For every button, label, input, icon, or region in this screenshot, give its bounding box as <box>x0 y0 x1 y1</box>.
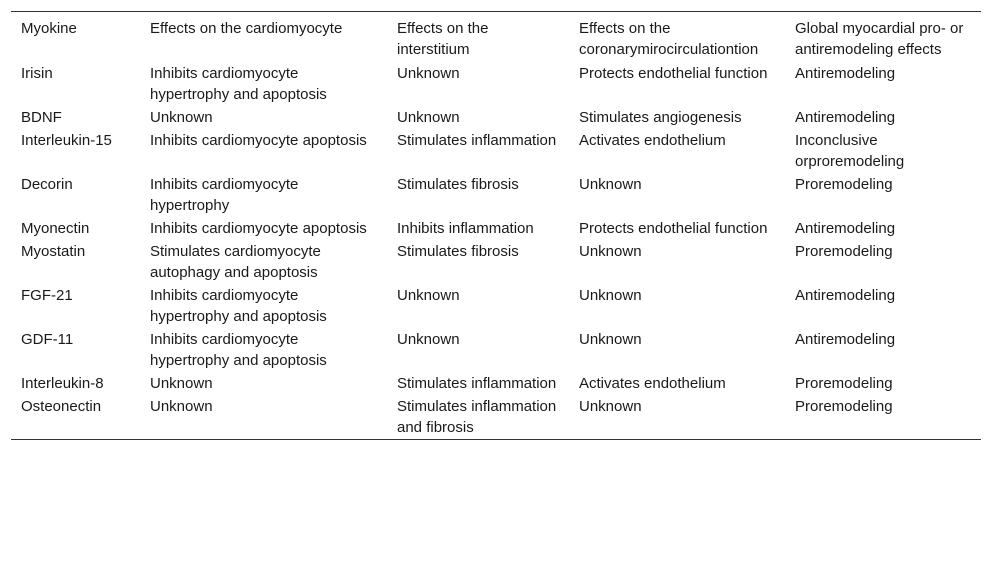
header-interstitium-effects: Effects on the interstitium <box>397 20 489 58</box>
table-row <box>11 129 981 173</box>
header-row <box>11 12 981 63</box>
cell-interstitium: Unknown <box>397 331 460 348</box>
cell-myokine: Myonectin <box>21 220 90 237</box>
cell-cardiomyocyte: Unknown <box>150 375 213 392</box>
header-cardiomyocyte-effects: Effects on the cardiomyocyte <box>150 20 343 37</box>
cell-cardiomyocyte: Stimulates cardiomyocyte autophagy and apoptosis <box>150 243 321 281</box>
table-row <box>11 106 981 129</box>
cell-myokine: Interleukin-8 <box>21 375 104 392</box>
table-body <box>11 62 981 440</box>
cell-cardiomyocyte: Inhibits cardiomyocyte hypertrophy and apoptosis <box>150 331 327 369</box>
cell-interstitium: Unknown <box>397 109 460 126</box>
cell-global-effect: Proremodeling <box>795 176 893 193</box>
cell-coronary: Protects endothelial function <box>579 220 768 237</box>
cell-interstitium: Stimulates fibrosis <box>397 243 519 260</box>
cell-coronary: Unknown <box>579 176 642 193</box>
cell-myokine: Myostatin <box>21 243 86 260</box>
cell-coronary: Unknown <box>579 243 642 260</box>
cell-myokine: BDNF <box>21 109 62 126</box>
cell-global-effect: Antiremodeling <box>795 109 896 126</box>
cell-myokine: Interleukin-15 <box>21 132 112 149</box>
cell-myokine: GDF-11 <box>21 331 74 348</box>
cell-global-effect: Antiremodeling <box>795 220 896 237</box>
cell-myokine: FGF-21 <box>21 287 73 304</box>
cell-global-effect: Antiremodeling <box>795 331 896 348</box>
header-coronary-microcirculation-effects: Effects on the coronarymirocirculationtion <box>579 20 759 58</box>
cell-cardiomyocyte: Unknown <box>150 109 213 126</box>
cell-coronary: Unknown <box>579 331 642 348</box>
cell-cardiomyocyte: Inhibits cardiomyocyte hypertrophy <box>150 176 299 214</box>
cell-global-effect: Inconclusive orproremodeling <box>795 132 905 170</box>
cell-coronary: Protects endothelial function <box>579 65 768 82</box>
cell-cardiomyocyte: Inhibits cardiomyocyte hypertrophy and apoptosis <box>150 65 327 103</box>
table-row <box>11 62 981 106</box>
cell-cardiomyocyte: Inhibits cardiomyocyte apoptosis <box>150 220 367 237</box>
myokine-effects-table <box>11 11 981 440</box>
cell-global-effect: Proremodeling <box>795 375 893 392</box>
cell-global-effect: Proremodeling <box>795 243 893 260</box>
table-row <box>11 217 981 240</box>
cell-interstitium: Stimulates inflammation <box>397 132 557 149</box>
table-row <box>11 240 981 284</box>
table-row <box>11 173 981 217</box>
cell-myokine: Osteonectin <box>21 398 102 415</box>
cell-cardiomyocyte: Inhibits cardiomyocyte apoptosis <box>150 132 367 149</box>
header-myokine: Myokine <box>21 20 77 37</box>
cell-coronary: Unknown <box>579 398 642 415</box>
cell-global-effect: Antiremodeling <box>795 65 896 82</box>
cell-interstitium: Stimulates fibrosis <box>397 176 519 193</box>
cell-interstitium: Unknown <box>397 287 460 304</box>
table-row <box>11 284 981 328</box>
cell-myokine: Irisin <box>21 65 53 82</box>
cell-interstitium: Stimulates inflammation and fibrosis <box>397 398 557 436</box>
table-row <box>11 328 981 372</box>
cell-coronary: Activates endothelium <box>579 132 726 149</box>
cell-global-effect: Proremodeling <box>795 398 893 415</box>
cell-global-effect: Antiremodeling <box>795 287 896 304</box>
cell-coronary: Stimulates angiogenesis <box>579 109 742 126</box>
table-row <box>11 395 981 440</box>
myokine-table-container <box>11 11 981 440</box>
cell-coronary: Unknown <box>579 287 642 304</box>
cell-interstitium: Stimulates inflammation <box>397 375 557 392</box>
cell-interstitium: Inhibits inflammation <box>397 220 534 237</box>
table-row <box>11 372 981 395</box>
header-global-remodeling-effects: Global myocardial pro- or antiremodeling effects <box>795 20 964 58</box>
cell-cardiomyocyte: Inhibits cardiomyocyte hypertrophy and apoptosis <box>150 287 327 325</box>
cell-cardiomyocyte: Unknown <box>150 398 213 415</box>
cell-coronary: Activates endothelium <box>579 375 726 392</box>
cell-myokine: Decorin <box>21 176 73 193</box>
cell-interstitium: Unknown <box>397 65 460 82</box>
table-header <box>11 12 981 63</box>
